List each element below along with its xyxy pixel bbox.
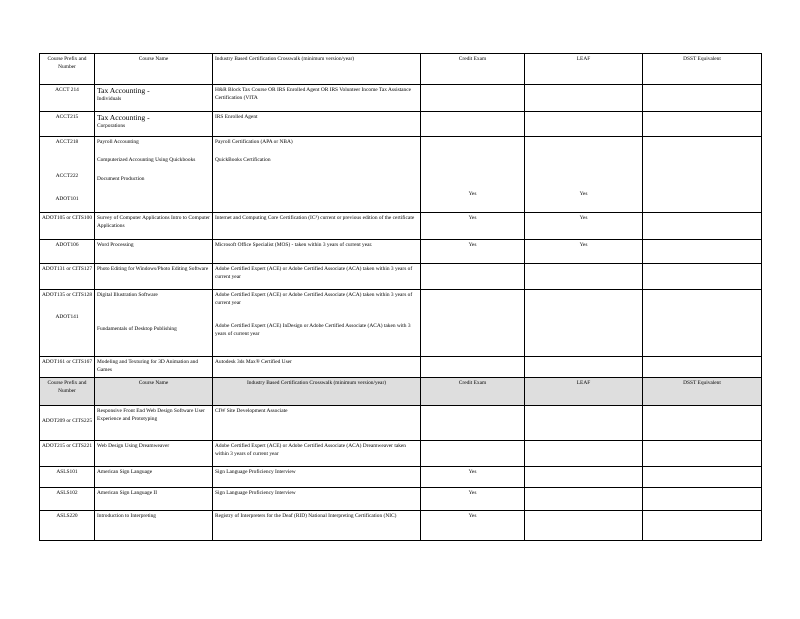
course-name [95,137,213,213]
credit-exam [421,85,525,112]
course-name [95,290,213,357]
leaf [525,467,643,488]
course-prefix-adot135: ADOT135 or CITS128 [42,292,93,298]
header-industry: Industry Based Certification Crosswalk (minimum version/year) [213,378,421,406]
course-prefix [40,290,95,357]
credit-exam [421,441,525,467]
table-row [40,406,762,441]
dsst [643,357,762,378]
course-name: Survey of Computer Applications Intro to Computer Applications [95,213,213,240]
dsst [643,467,762,488]
course-prefix: ASLS220 [40,511,95,541]
course-name: American Sign Language II [95,488,213,511]
course-prefix: ADOT161 or CITS167 [40,357,95,378]
dsst [643,406,762,441]
dsst [643,441,762,467]
course-name-acct222: Computerized Accounting Using Quickbooks [97,157,196,164]
course-name-title: Tax Accounting - [97,113,150,122]
course-prefix: ADOT106 [40,240,95,264]
course-name [95,112,213,137]
course-name-adot135: Digital Illustration Software [97,292,158,298]
dsst [643,290,762,357]
header-leaf: LEAF [525,54,643,85]
leaf [525,488,643,511]
table-row [40,290,762,357]
course-name: Photo Editing for Windows/Photo Editing Software [95,264,213,290]
industry-cert: Sign Language Proficiency Interview [213,488,421,511]
credit-exam: Yes [421,240,525,264]
credit-exam: Yes [421,213,525,240]
dsst [643,85,762,112]
leaf [525,406,643,441]
industry-cert: CIW Site Development Associate [213,406,421,441]
leaf [525,137,643,213]
course-name-title: Tax Accounting - [97,86,150,95]
header-row [40,54,762,85]
leaf-adot101: Yes [579,191,588,197]
course-prefix: ACCT215 [40,112,95,137]
table-row [40,357,762,378]
course-prefix-acct222: ACCT222 [55,173,79,180]
header-prefix: Course Prefix and Number [40,54,95,85]
header-course-name: Course Name [95,54,213,85]
leaf [525,112,643,137]
credit-exam [421,406,525,441]
credit-exam [421,137,525,213]
course-prefix: ASLS101 [40,467,95,488]
credit-exam [421,290,525,357]
industry-cert: Internet and Computing Core Certification (IC³) current or previous edition of the certificate [213,213,421,240]
industry-cert-acct222: QuickBooks Certification [215,157,271,164]
header-credit-exam: Credit Exam [421,54,525,85]
industry-cert: Sign Language Proficiency Interview [213,467,421,488]
dsst [643,264,762,290]
header-industry: Industry Based Certification Crosswalk (minimum version/year) [213,54,421,85]
dsst [643,137,762,213]
leaf [525,511,643,541]
industry-cert-adot141: Adobe Certified Expert (ACE) InDesign or Adobe Certified Associate (ACA) taken with 3 years of current year [215,322,411,338]
industry-cert: Autodesk 3ds Max® Certified User [213,357,421,378]
dsst [643,112,762,137]
header-course-name: Course Name [95,378,213,406]
industry-cert [213,137,421,213]
table-row [40,441,762,467]
dsst [643,213,762,240]
table-row [40,511,762,541]
course-prefix-adot209: ADOT209 or CITS225 [42,418,93,424]
course-prefix-acct218: ACCT218 [55,139,79,145]
course-name [95,85,213,112]
course-name-adot141: Fundamentals of Desktop Publishing [97,326,177,333]
table-row [40,85,762,112]
industry-cert: Adobe Certified Expert (ACE) or Adobe Certified Associate (ACA) Dreamweaver taken within 3 years of current year [213,441,421,467]
header-dsst: DSST Equivalent [643,378,762,406]
header-prefix: Course Prefix and Number [40,378,95,406]
leaf [525,441,643,467]
credit-exam: Yes [421,488,525,511]
table-row [40,240,762,264]
industry-cert: Adobe Certified Expert (ACE) or Adobe Certified Associate (ACA) taken within 3 years of current year [213,264,421,290]
dsst [643,488,762,511]
industry-cert-adot135: Adobe Certified Expert (ACE) or Adobe Certified Associate (ACA) taken within 3 years of current year [215,292,413,307]
table-row [40,467,762,488]
course-name-acct218: Payroll Accounting [97,139,139,145]
course-name: American Sign Language [95,467,213,488]
course-name-subtitle: Individuals [97,96,122,103]
industry-cert: H&R Block Tax Course OR IRS Enrolled Agent OR IRS Volunteer Income Tax Assistance Certification (VITA [213,85,421,112]
credit-exam [421,112,525,137]
header-credit-exam: Credit Exam [421,378,525,406]
credit-exam: Yes [421,467,525,488]
dsst [643,240,762,264]
leaf [525,290,643,357]
course-name: Web Design Using Dreamweaver [95,441,213,467]
course-name-adot101: Document Production [97,175,145,182]
course-name: Modeling and Texturing for 3D Animation and Games [95,357,213,378]
industry-cert: IRS Enrolled Agent [213,112,421,137]
header-dsst: DSST Equivalent [643,54,762,85]
industry-cert [213,290,421,357]
leaf [525,357,643,378]
leaf [525,85,643,112]
industry-cert: Microsoft Office Specialist (MOS) - taken within 3 years of current year. [213,240,421,264]
credit-exam-adot101: Yes [468,191,477,197]
course-name: Responsive Front End Web Design Software User Experience and Prototyping [95,406,213,441]
course-prefix-adot141: ADOT141 [55,314,79,321]
course-prefix-adot101: ADOT101 [55,195,79,202]
table-row [40,112,762,137]
table-row [40,137,762,213]
course-prefix: ADOT105 or CITS100 [40,213,95,240]
course-prefix [40,137,95,213]
table-row [40,264,762,290]
crosswalk-table [39,53,762,541]
industry-cert: Registry of Interpreters for the Deaf (RID) National Interpreting Certification (NIC) [213,511,421,541]
course-prefix: ASLS102 [40,488,95,511]
header-row [40,378,762,406]
industry-cert-acct218: Payroll Certification (APA or NBA) [215,139,293,145]
course-prefix: ADOT131 or CITS127 [40,264,95,290]
dsst [643,511,762,541]
leaf: Yes [525,213,643,240]
table-row [40,213,762,240]
credit-exam [421,357,525,378]
table-row [40,488,762,511]
course-prefix [40,406,95,441]
leaf [525,264,643,290]
course-prefix: ACCT 214 [40,85,95,112]
credit-exam [421,264,525,290]
leaf: Yes [525,240,643,264]
course-prefix: ADOT215 or CITS221 [40,441,95,467]
course-name-subtitle: Corporations [97,123,126,130]
credit-exam: Yes [421,511,525,541]
header-leaf: LEAF [525,378,643,406]
course-name: Word Processing [95,240,213,264]
course-name: Introduction to Interpreting [95,511,213,541]
